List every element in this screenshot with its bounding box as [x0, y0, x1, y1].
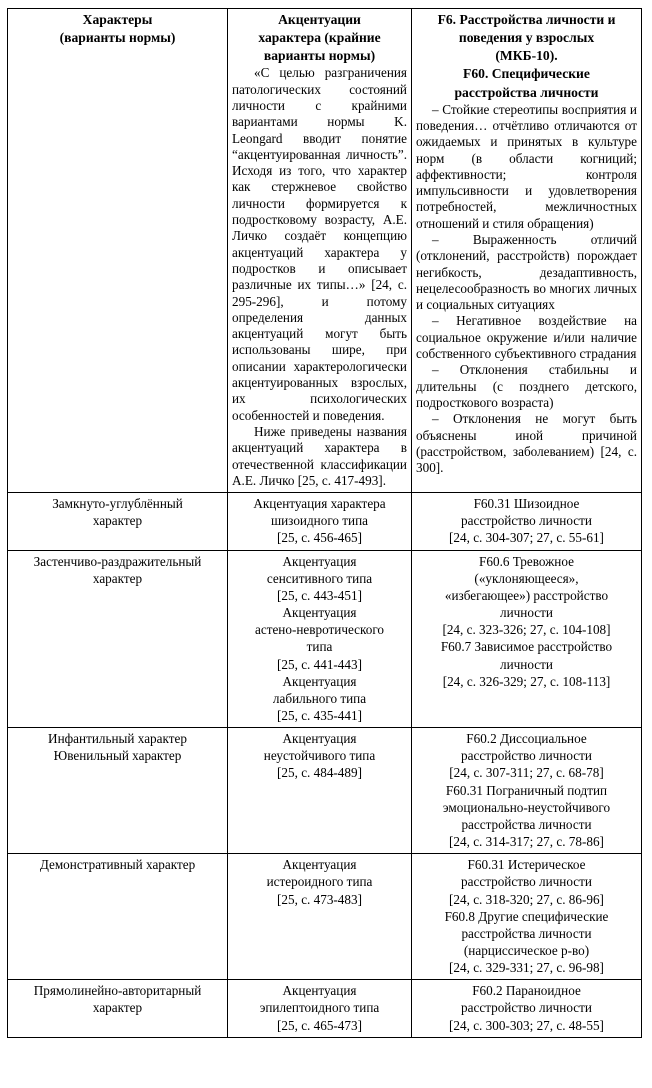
cell-line: шизоидного типа	[270, 513, 369, 529]
cell-disorder	[412, 980, 642, 1037]
cell-line: Акцентуация характера	[253, 496, 386, 512]
cell-line: расстройство личности	[461, 874, 592, 890]
header-body-bullet: – Выраженность отличий (отклонений, расстройств) порождает негибкость, дезадаптивность, нецелесообразность во многих личных и социальных ситуациях	[416, 232, 637, 313]
header-title-line: характера (крайние	[258, 30, 381, 46]
cell-line: характер	[92, 1000, 143, 1016]
cell-line: расстройство личности	[461, 748, 592, 764]
cell-line: личности	[500, 656, 553, 672]
cell-line: [25, с. 456-465]	[277, 530, 362, 546]
cell-line: личности	[500, 605, 553, 621]
cell-accentuation	[228, 550, 412, 728]
cell-line: Ювенильный характер	[53, 748, 182, 764]
cell-disorder	[412, 854, 642, 980]
cell-line: Акцентуация	[282, 553, 357, 569]
cell-accentuation	[228, 854, 412, 980]
cell-line: Акцентуация	[282, 673, 357, 689]
cell-line: типа	[306, 639, 333, 655]
table-row	[8, 728, 642, 854]
comparison-table	[7, 8, 642, 1038]
cell-line: F60.2 Диссоциальное	[466, 731, 587, 747]
cell-line: расстройство личности	[461, 1000, 592, 1016]
cell-line: лабильного типа	[272, 690, 367, 706]
cell-line: F60.7 Зависимое расстройство	[440, 639, 613, 655]
header-body-bullet: – Отклонения не могут быть объяснены иной причиной (расстройством, заболеванием) [24, с. 300].	[416, 411, 637, 476]
cell-line: эмоционально-неустойчивого	[442, 799, 611, 815]
header-title-line: Акцентуации	[278, 12, 361, 27]
table-row	[8, 550, 642, 728]
header-body-paragraph: «С целью разграничения патологических состояний личности с крайними вариантами нормы K. Leongard вводит понятие “акцентуированная личность”. Исходя из того, что характер как стержневое свойство личности формируется к подростковому возрасту, А.Е. Личко создаёт концепцию акцентуаций характера у подростков и описывает различные их типы…» [24, с. 295-296], и потому определения данных акцентуаций могут быть использованы шире, при описании характерологически акцентуированных взрослых, их психологических особенностей и поведения.	[232, 65, 407, 423]
cell-character	[8, 728, 228, 854]
cell-character	[8, 550, 228, 728]
cell-line: характер	[92, 513, 143, 529]
header-cell-disorders	[412, 9, 642, 493]
header-body-paragraph: Ниже приведены названия акцентуаций характера в отечественной классификации А.Е. Личко [25, с. 417-493].	[232, 423, 407, 488]
cell-line: F60.6 Тревожное	[479, 553, 574, 569]
cell-line: [24, с. 326-329; 27, с. 108-113]	[442, 673, 611, 689]
cell-character	[8, 854, 228, 980]
cell-line: Инфантильный характер	[48, 731, 187, 747]
cell-accentuation	[228, 493, 412, 550]
cell-line: Акцентуация	[282, 605, 357, 621]
cell-character	[8, 493, 228, 550]
cell-disorder	[412, 728, 642, 854]
header-title-line: Характеры	[82, 12, 153, 27]
cell-line: [25, с. 443-451]	[277, 587, 362, 603]
header-title-line: расстройства личности	[454, 84, 599, 100]
header-title-line: F6. Расстройства личности и	[437, 12, 616, 27]
cell-line: Демонстративный характер	[39, 857, 196, 873]
cell-disorder	[412, 550, 642, 728]
header-title-line: (МКБ-10).	[495, 48, 558, 64]
cell-line: (нарциссическое р-во)	[463, 943, 590, 958]
header-body-bullet: – Негативное воздействие на социальное окружение и/или наличие собственного субъективного страдания	[416, 313, 637, 362]
cell-line: («уклоняющееся»,	[474, 570, 579, 586]
cell-line: [24, с. 329-331; 27, с. 96-98]	[449, 960, 604, 976]
cell-line: [25, с. 441-443]	[277, 656, 362, 672]
cell-line: F60.31 Истерическое	[467, 857, 586, 873]
cell-line: эпилептоидного типа	[259, 1000, 380, 1016]
header-title-line: варианты нормы)	[263, 48, 376, 64]
cell-line: F60.31 Пограничный подтип	[445, 782, 608, 798]
cell-line: истероидного типа	[266, 874, 373, 890]
cell-line: [24, с. 323-326; 27, с. 104-108]	[442, 622, 611, 638]
cell-line: астено-невротического	[254, 622, 384, 638]
header-cell-accentuations	[228, 9, 412, 493]
header-title-line: поведения у взрослых	[458, 30, 595, 46]
header-title-line: F60. Специфические	[463, 66, 590, 82]
cell-line: [25, с. 473-483]	[277, 891, 362, 907]
cell-line: расстройства личности	[461, 925, 592, 941]
cell-line: [24, с. 307-311; 27, с. 68-78]	[449, 765, 604, 781]
table-header-row	[8, 9, 642, 493]
cell-line: F60.31 Шизоидное	[473, 496, 580, 512]
cell-accentuation	[228, 980, 412, 1037]
cell-line: [24, с. 300-303; 27, с. 48-55]	[449, 1017, 604, 1033]
cell-line: F60.2 Параноидное	[472, 983, 581, 999]
cell-accentuation	[228, 728, 412, 854]
table-row	[8, 854, 642, 980]
cell-line: Застенчиво-раздражительный	[33, 553, 202, 569]
cell-character	[8, 980, 228, 1037]
header-body-bullet: – Отклонения стабильны и длительны (с позднего детского, подросткового возраста)	[416, 362, 637, 410]
cell-line: Замкнуто-углублённый	[52, 496, 183, 512]
cell-line: [25, с. 465-473]	[277, 1017, 362, 1033]
cell-line: [24, с. 304-307; 27, с. 55-61]	[449, 530, 604, 546]
header-cell-characters	[8, 9, 228, 493]
cell-line: [25, с. 484-489]	[277, 765, 362, 781]
cell-line: [24, с. 314-317; 27, с. 78-86]	[449, 834, 604, 850]
cell-line: Акцентуация	[282, 857, 357, 873]
cell-line: расстройства личности	[461, 816, 592, 832]
cell-line: Акцентуация	[282, 731, 357, 747]
cell-line: [24, с. 318-320; 27, с. 86-96]	[449, 891, 604, 907]
cell-line: «избегающее») расстройство	[444, 587, 609, 603]
cell-line: неустойчивого типа	[263, 748, 376, 764]
table-row	[8, 980, 642, 1037]
cell-disorder	[412, 493, 642, 550]
cell-line: характер	[92, 570, 143, 586]
cell-line: расстройство личности	[461, 513, 592, 529]
cell-line: Акцентуация	[282, 983, 357, 999]
cell-line: [25, с. 435-441]	[277, 707, 362, 723]
header-body-bullet: – Стойкие стереотипы восприятия и поведения… отчётливо отличаются от ожидаемых и принятых в культуре норм (в области когниций; аффективности; контроля импульсивности и удовлетворения потребностей, межличностных отношений и стиля обращения)	[416, 101, 637, 231]
cell-line: Прямолинейно-авторитарный	[33, 983, 202, 999]
header-title-line: (варианты нормы)	[59, 30, 176, 46]
table-row	[8, 493, 642, 550]
cell-line: F60.8 Другие специфические	[444, 908, 609, 924]
cell-line: сенситивного типа	[266, 570, 373, 586]
